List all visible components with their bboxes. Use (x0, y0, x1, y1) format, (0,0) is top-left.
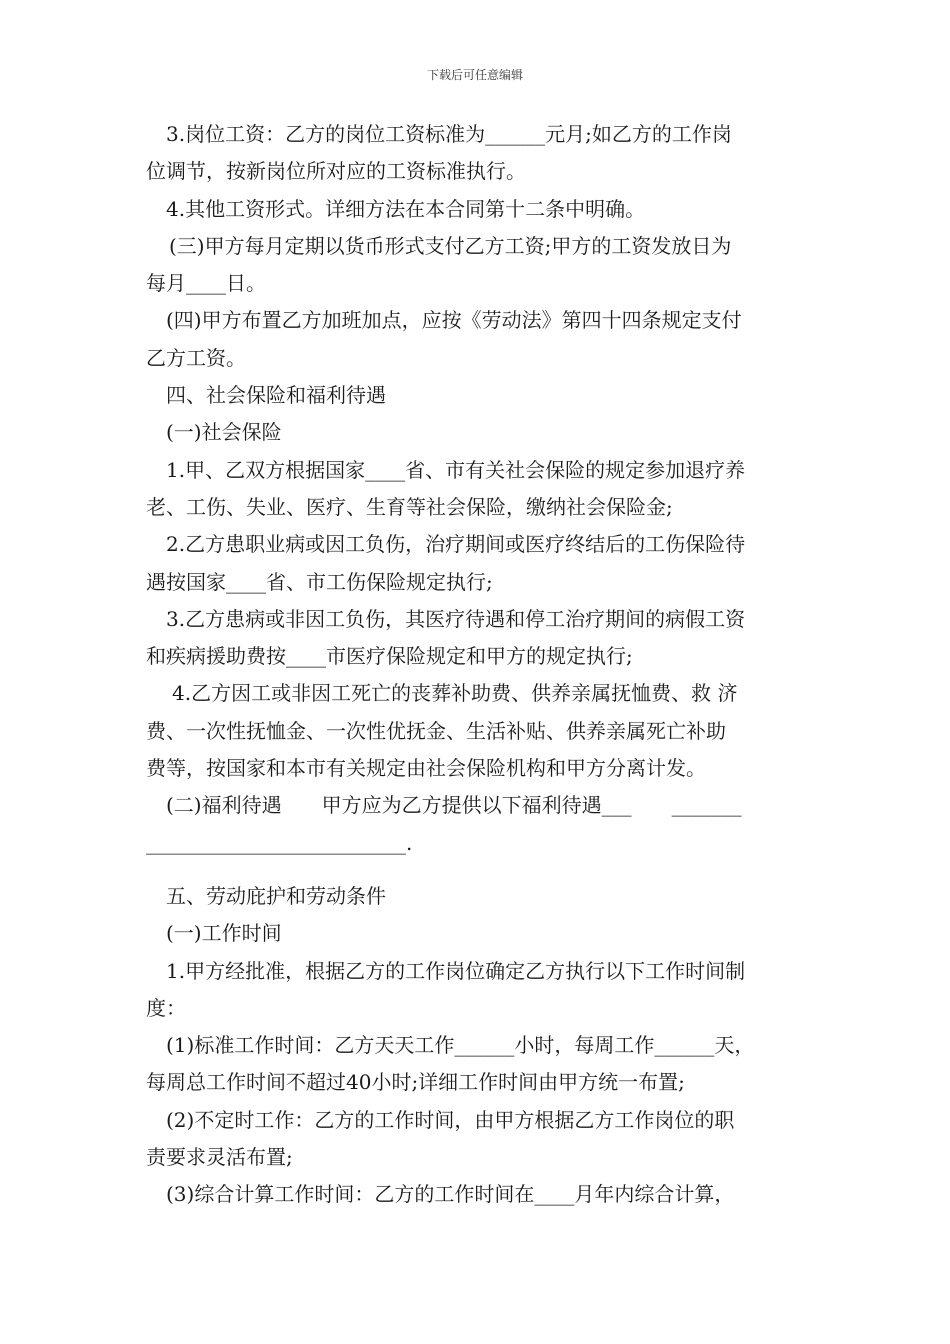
page-header-note: 下载后可任意编辑 (426, 68, 523, 82)
document-line: 每周总工作时间不超过40小时;详细工作时间由甲方统一布置; (146, 1070, 685, 1095)
document-line: 责要求灵活布置; (146, 1145, 293, 1170)
document-line: (一)社会保险 (166, 420, 282, 445)
document-line: 1.甲、乙双方根据国家____省、市有关社会保险的规定参加退疗养 (166, 457, 746, 482)
document-line: 度： (146, 995, 186, 1020)
document-line: (1)标准工作时间：乙方天天工作______小时，每周工作______天， (166, 1033, 755, 1058)
document-line: (一)工作时间 (166, 921, 282, 946)
document-line: 每月____日。 (146, 271, 266, 296)
document-line: 费等，按国家和本市有关规定由社会保险机构和甲方分离计发。 (146, 756, 706, 781)
document-line: (二)福利待遇 甲方应为乙方提供以下福利待遇___ _______ (166, 793, 742, 818)
document-line: (三)甲方每月定期以货币形式支付乙方工资;甲方的工资发放日为 (169, 233, 732, 258)
document-line: __________________________. (146, 830, 413, 855)
document-line: 1.甲方经批准，根据乙方的工作岗位确定乙方执行以下工作时间制 (166, 958, 746, 983)
document-line: (四)甲方布置乙方加班加点，应按《劳动法》第四十四条规定支付 (166, 308, 742, 333)
document-line: 乙方工资。 (146, 345, 246, 370)
document-line: (3)综合计算工作时间：乙方的工作时间在____月年内综合计算， (166, 1182, 735, 1207)
document-line: 3.岗位工资：乙方的岗位工资标准为______元月;如乙方的工作岗 (166, 122, 732, 146)
document-line: 四、社会保险和福利待遇 (166, 383, 386, 408)
document-line: 遇按国家____省、市工伤保险规定执行; (146, 569, 493, 594)
document-line: 五、劳动庇护和劳动条件 (166, 883, 386, 908)
document-line: 费、一次性抚恤金、一次性优抚金、生活补贴、供养亲属死亡补助 (146, 718, 726, 743)
paragraph-gap (146, 862, 808, 878)
document-body (146, 116, 808, 1214)
document-line: 和疾病援助费按____市医疗保险规定和甲方的规定执行; (146, 644, 633, 669)
document-line: 老、工伤、失业、医疗、生育等社会保险，缴纳社会保险金; (146, 494, 673, 519)
document-line: 4.乙方因工或非因工死亡的丧葬补助费、供养亲属抚恤费、救 济 (172, 681, 738, 706)
document-line: 4.其他工资形式。详细方法在本合同第十二条中明确。 (166, 196, 646, 221)
document-line: 位调节，按新岗位所对应的工资标准执行。 (146, 159, 526, 184)
document-line: (2)不定时工作：乙方的工作时间，由甲方根据乙方工作岗位的职 (166, 1107, 735, 1132)
document-line: 3.乙方患病或非因工负伤，其医疗待遇和停工治疗期间的病假工资 (166, 606, 746, 631)
document-line: 2.乙方患职业病或因工负伤，治疗期间或医疗终结后的工伤保险待 (166, 532, 746, 557)
